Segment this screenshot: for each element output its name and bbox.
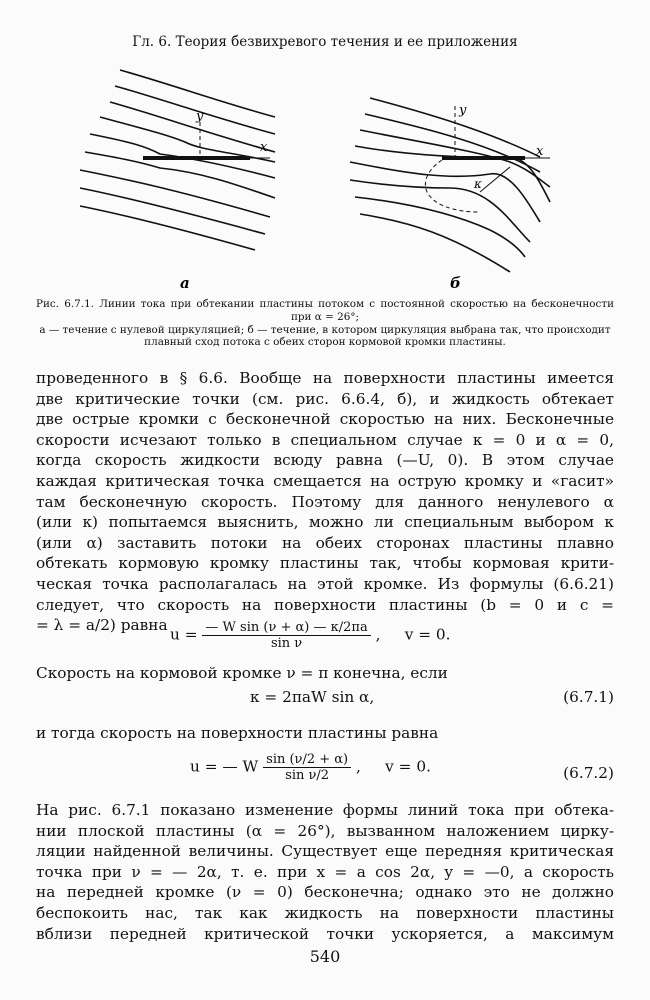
formula-fraction [202,620,370,651]
caption-line-2: а — течение с нулевой циркуляцией; б — течение, в котором циркуляция выбрана так, что происходит плавный сход потока с обеих сторон кормовой кромки пластины. [39,323,611,349]
text-line: скорости исчезают только в специальном случае κ = 0 и α = 0, [36,430,614,449]
equation-number-6-7-1: (6.7.1) [563,688,614,706]
paragraph-2 [36,800,614,944]
page-number: 540 [309,947,341,966]
text-line: = λ = a/2) равна [36,616,168,635]
text-line: на передней кромке (ν = 0) бесконечна; однако это не должно [36,883,614,902]
panel-b-streamlines [350,98,550,272]
text-line: нии плоской пластины (α = 26°), вызванном наложением цирку- [36,821,614,840]
text-line: обтекать кормовую кромку пластины так, чтобы кормовая крити- [36,554,614,573]
panel-a-y-label: y [196,109,204,124]
formula-numerator: — W sin (ν + α) — κ/2πa [202,620,370,636]
formula-tail: , v = 0. [375,625,451,644]
panel-b-kappa-label: κ [474,177,482,191]
formula-tail: , v = 0. [356,757,431,776]
text-line: ческая точка располагалась на этой кромке. Из формулы (6.6.21) [36,574,614,593]
text-line: каждая критическая точка смещается на острую кромку и «гасит» [36,471,614,490]
text-line: (или α) заставить потоки на обеих сторонах пластины плавно [36,533,614,552]
text-line: Скорость на кормовой кромке ν = π конечна, если [36,664,448,682]
panel-a-x-label: x [260,140,268,155]
text-line: (или κ) попытаемся выяснить, можно ли специальным выбором κ [36,513,614,532]
formula-denominator: sin ν/2 [285,768,330,783]
text-line: беспокоить нас, так как жидкость на поверхности пластины [36,903,614,922]
text-line: когда скорость жидкости всюду равна (—U, 0). В этом случае [36,451,614,470]
formula-fraction [263,752,351,783]
panel-b-x-label: x [536,144,544,159]
text-line: и тогда скорость на поверхности пластины равна [36,724,439,742]
text-line: точка при ν = — 2α, т. е. при x = a cos 2α, y = —0, а скорость [36,862,614,881]
figure-6-7-1 [70,62,590,297]
text-circulation-condition [36,663,614,684]
formula-lhs: u = — W [190,757,259,776]
text-line: проведенного в § 6.6. Вообще на поверхности пластины имеется [36,369,614,387]
figure-caption [36,298,614,349]
streamline-figures [70,62,590,297]
text-line: две острые кромки с бесконечной скоростью на них. Бесконечные [36,410,614,429]
formula-numerator: sin (ν/2 + α) [263,752,351,768]
formula-6-7-1: κ = 2πaW sin α, [250,688,375,706]
panel-b-y-label: y [459,103,467,118]
panel-b-label: б [450,274,461,292]
text-line: вблизи передней критической точки ускоряется, а максимум [36,924,614,943]
text-line: там бесконечную скорость. Поэтому для данного ненулевого α [36,492,614,511]
text-line: На рис. 6.7.1 показано изменение формы линий тока при обтека- [36,801,614,819]
text-line: следует, что скорость на поверхности пластины (b = 0 и c = [36,595,614,614]
panel-a-label: а [180,274,190,292]
text-line: ляции найденной величины. Существует еще передняя критическая [36,842,614,861]
equation-number-6-7-2: (6.7.2) [563,764,614,782]
text-line: две критические точки (см. рис. 6.6.4, б), и жидкость обтекает [36,389,614,408]
formula-denominator: sin ν [270,636,303,651]
text-surface-velocity [36,723,614,744]
paragraph-1 [36,368,614,636]
caption-line-1: Рис. 6.7.1. Линии тока при обтекании пластины потоком с постоянной скоростью на бесконечности при α = 26°; [36,298,614,323]
formula-lhs: u = [170,625,198,644]
formula-6-7-2 [190,752,431,783]
running-head: Гл. 6. Теория безвихревого течения и ее приложения [132,34,518,50]
formula-velocity [170,620,451,651]
